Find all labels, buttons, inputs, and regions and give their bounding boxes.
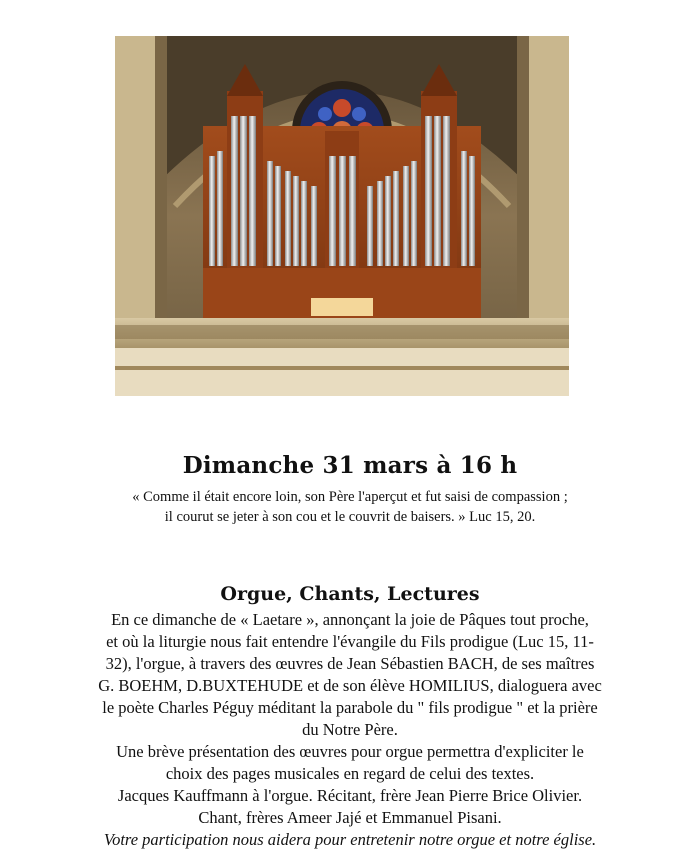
quote-line: il courut se jeter à son cou et le couvrit de baisers. » Luc 15, 20. xyxy=(164,509,536,525)
program-line: Chant, frères Ameer Jajé et Emmanuel Pisani. xyxy=(198,808,502,827)
event-date-heading: Dimanche 31 mars à 16 h xyxy=(182,452,518,479)
program-line: G. BOEHM, D.BUXTEHUDE et de son élève HOMILIUS, dialoguera avec xyxy=(98,676,602,695)
program-line: et où la liturgie nous fait entendre l'évangile du Fils prodigue (Luc 15, 11- xyxy=(106,632,594,651)
program-line: choix des pages musicales en regard de celui des textes. xyxy=(165,764,535,783)
program-line: Une brève présentation des œuvres pour orgue permettra d'expliciter le xyxy=(116,742,584,761)
program-line: Jacques Kauffmann à l'orgue. Récitant, frère Jean Pierre Brice Olivier. xyxy=(117,786,583,805)
quote-line: « Comme il était encore loin, son Père l'aperçut et fut saisi de compassion ; xyxy=(132,489,568,505)
program-line: En ce dimanche de « Laetare », annonçant la joie de Pâques tout proche, xyxy=(111,610,589,629)
program-line: du Notre Père. xyxy=(302,720,398,739)
participation-appeal: Votre participation nous aidera pour entretenir notre orgue et notre église. xyxy=(103,830,597,849)
organ-photo xyxy=(115,36,569,396)
program-title: Orgue, Chants, Lectures xyxy=(220,583,480,605)
program-description xyxy=(40,609,660,851)
program-line: 32), l'orgue, à travers des œuvres de Jean Sébastien BACH, de ses maîtres xyxy=(105,654,595,673)
gospel-quote xyxy=(40,487,660,527)
program-line: le poète Charles Péguy méditant la parabole du " fils prodigue " et la prière xyxy=(102,698,598,717)
